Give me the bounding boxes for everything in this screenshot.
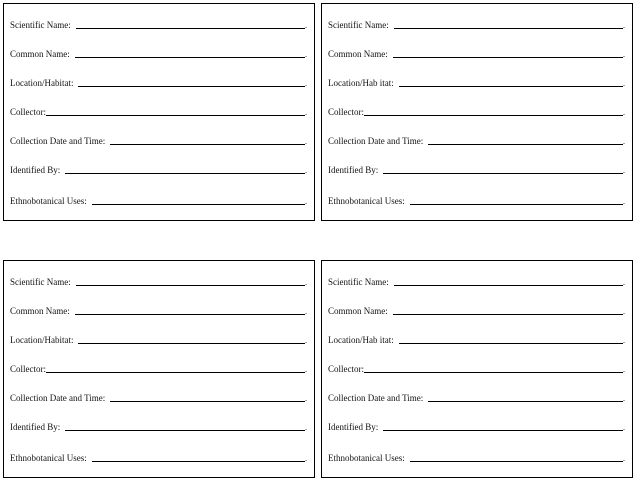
common-name-field[interactable] [328,45,626,59]
field-label: Ethnobotanical Uses: [10,453,87,463]
field-label: Location/Habitat: [10,78,74,88]
field-label: Collector: [10,107,46,117]
location-habitat-field[interactable] [328,331,626,345]
blank-line[interactable] [76,278,305,286]
blank-line[interactable] [393,307,623,315]
line-end: . [305,336,307,345]
field-label: Collection Date and Time: [10,136,106,146]
line-end: . [305,137,307,146]
field-label: Ethnobotanical Uses: [328,196,405,206]
field-label: Ethnobotanical Uses: [328,453,405,463]
line-end: . [623,394,625,403]
blank-line[interactable] [364,108,623,116]
field-label: Identified By: [328,165,379,175]
field-label: Location/Hab itat: [328,78,394,88]
line-end: . [623,454,625,463]
field-label: Identified By: [10,422,61,432]
field-label: Identified By: [328,422,379,432]
identified-by-field[interactable] [328,161,626,175]
line-end: . [623,278,625,287]
line-end: . [305,166,307,175]
common-name-field[interactable] [328,302,626,316]
blank-line[interactable] [394,278,623,286]
line-end: . [305,79,307,88]
line-end: . [305,278,307,287]
blank-line[interactable] [65,423,305,431]
scientific-name-field[interactable] [328,273,626,287]
field-label: Common Name: [10,49,70,59]
line-end: . [623,21,625,30]
line-end: . [305,307,307,316]
field-label: Common Name: [328,306,388,316]
specimen-label-2 [321,3,633,221]
line-end: . [623,423,625,432]
scientific-name-field[interactable] [328,16,626,30]
field-label: Collector: [328,107,364,117]
scientific-name-field[interactable] [10,273,308,287]
specimen-label-1 [3,3,315,221]
line-end: . [623,108,625,117]
line-end: . [623,137,625,146]
scientific-name-field[interactable] [10,16,308,30]
blank-line[interactable] [383,423,623,431]
field-label: Collection Date and Time: [10,393,106,403]
line-end: . [305,365,307,374]
field-label: Identified By: [10,165,61,175]
collection-date-time-field[interactable] [10,389,308,403]
line-end: . [305,108,307,117]
blank-line[interactable] [428,394,623,402]
specimen-label-3 [3,260,315,478]
blank-line[interactable] [46,365,305,373]
blank-line[interactable] [399,336,623,344]
blank-line[interactable] [410,454,623,462]
blank-line[interactable] [76,21,305,29]
collector-field[interactable] [328,360,626,374]
line-end: . [623,197,625,206]
collector-field[interactable] [328,103,626,117]
collection-date-time-field[interactable] [10,132,308,146]
blank-line[interactable] [394,21,623,29]
line-end: . [623,50,625,59]
identified-by-field[interactable] [328,418,626,432]
common-name-field[interactable] [10,302,308,316]
blank-line[interactable] [65,166,305,174]
blank-line[interactable] [78,79,305,87]
line-end: . [305,21,307,30]
blank-line[interactable] [393,50,623,58]
identified-by-field[interactable] [10,418,308,432]
line-end: . [305,197,307,206]
line-end: . [305,423,307,432]
blank-line[interactable] [383,166,623,174]
field-label: Collector: [328,364,364,374]
blank-line[interactable] [78,336,305,344]
ethnobotanical-uses-field[interactable] [328,192,626,206]
blank-line[interactable] [75,50,305,58]
line-end: . [623,166,625,175]
line-end: . [623,365,625,374]
line-end: . [623,79,625,88]
field-label: Common Name: [328,49,388,59]
field-label: Collection Date and Time: [328,393,424,403]
blank-line[interactable] [399,79,623,87]
line-end: . [623,336,625,345]
field-label: Common Name: [10,306,70,316]
line-end: . [623,307,625,316]
line-end: . [305,394,307,403]
ethnobotanical-uses-field[interactable] [10,192,308,206]
blank-line[interactable] [110,137,305,145]
specimen-label-4 [321,260,633,478]
blank-line[interactable] [46,108,305,116]
collector-field[interactable] [10,103,308,117]
field-label: Scientific Name: [10,20,71,30]
location-habitat-field[interactable] [10,74,308,88]
line-end: . [305,50,307,59]
blank-line[interactable] [428,137,623,145]
field-label: Scientific Name: [328,277,389,287]
blank-line[interactable] [364,365,623,373]
blank-line[interactable] [110,394,305,402]
location-habitat-field[interactable] [10,331,308,345]
field-label: Location/Hab itat: [328,335,394,345]
field-label: Collector: [10,364,46,374]
ethnobotanical-uses-field[interactable] [328,449,626,463]
collector-field[interactable] [10,360,308,374]
collection-date-time-field[interactable] [328,389,626,403]
common-name-field[interactable] [10,45,308,59]
blank-line[interactable] [92,454,305,462]
field-label: Collection Date and Time: [328,136,424,146]
field-label: Location/Habitat: [10,335,74,345]
ethnobotanical-uses-field[interactable] [10,449,308,463]
collection-date-time-field[interactable] [328,132,626,146]
line-end: . [305,454,307,463]
field-label: Scientific Name: [10,277,71,287]
blank-line[interactable] [410,197,623,205]
field-label: Ethnobotanical Uses: [10,196,87,206]
blank-line[interactable] [92,197,305,205]
location-habitat-field[interactable] [328,74,626,88]
identified-by-field[interactable] [10,161,308,175]
blank-line[interactable] [75,307,305,315]
field-label: Scientific Name: [328,20,389,30]
